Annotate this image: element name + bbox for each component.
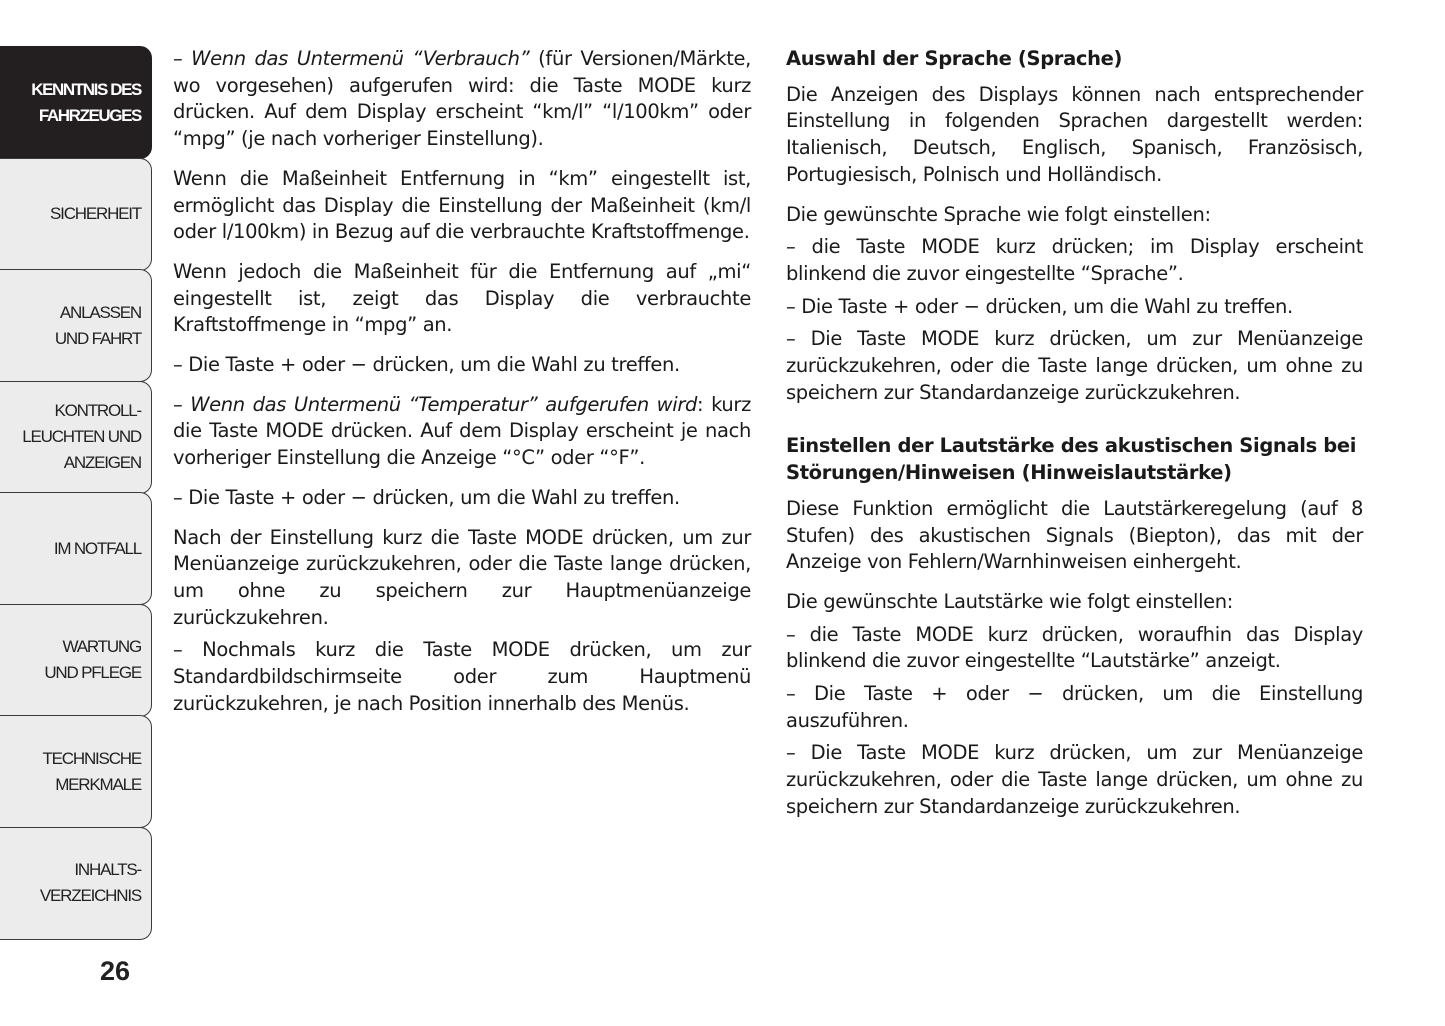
paragraph-return-menu: – Nochmals kurz die Taste MODE drücken, um zur Standardbildschirmseite oder zum Hauptmenü zurückzukehren, je nach Position innerhalb des Menüs. <box>173 638 751 715</box>
paragraph-km-unit: Wenn die Maßeinheit Entfernung in “km” eingestellt ist, ermöglicht das Display die Einstellung der Maßeinheit (km/l oder l/100km) in Bezug auf die verbrauchte Kraftstoffmenge. <box>173 166 751 244</box>
tab-technische-merkmale[interactable] <box>0 715 152 828</box>
paragraph-languages: Die Anzeigen des Displays können nach entsprechender Einstellung in folgenden Sprachen dargestellt werden: Italienisch, Deutsch, Englisch, Spanisch, Französisch, Portugiesisch, Polnisch und Holländisch. <box>786 82 1363 186</box>
paragraph-mode-blink: – die Taste MODE kurz drücken; im Display erscheint blinkend die zuvor eingestellte “Sprache”. <box>786 235 1363 285</box>
submenu-verbrauch-label: – Wenn das Untermenü “Verbrauch” <box>173 47 530 70</box>
tab-label: IM NOTFALL <box>53 538 141 558</box>
paragraph-return-standard: – Die Taste MODE kurz drücken, um zur Menüanzeige zurückzukehren, oder die Taste lange drücken, um ohne zu speichern zur Standardanzeige zurückzukehren. <box>786 741 1363 818</box>
tab-sicherheit[interactable] <box>0 158 152 271</box>
tab-label: INHALTS- VERZEICHNIS <box>39 860 141 905</box>
paragraph-plus-minus: – Die Taste + oder − drücken, um die Wahl zu treffen. <box>173 353 680 377</box>
page-number: 26 <box>100 956 131 986</box>
right-column <box>786 46 1363 821</box>
paragraph-set-volume: Die gewünschte Lautstärke wie folgt einstellen: <box>786 589 1234 613</box>
submenu-temperatur-label: – Wenn das Untermenü “Temperatur” aufgerufen wird <box>173 392 698 416</box>
paragraph-plus-minus: – Die Taste + oder − drücken, um die Wahl zu treffen. <box>786 294 1293 318</box>
tab-im-notfall[interactable] <box>0 492 152 605</box>
tab-inhaltsverzeichnis[interactable] <box>0 827 152 940</box>
tab-label: SICHERHEIT <box>50 204 141 223</box>
chapter-tabs <box>0 46 152 940</box>
paragraph-set-language: Die gewünschte Sprache wie folgt einstellen: <box>786 202 1211 226</box>
tab-anlassen-und-fahrt[interactable] <box>0 269 152 382</box>
paragraph-text: : kurz die Taste MODE drücken. Auf dem Display erscheint je nach vorheriger Einstellung die Anzeige “°C” oder “°F”. <box>173 392 751 470</box>
tab-label: TECHNISCHE MERKMALE <box>42 748 141 794</box>
paragraph-mi-unit: Wenn jedoch die Maßeinheit für die Entfernung auf „mi“ eingestellt ist, zeigt das Display die verbrauchte Kraftstoffmenge in “mpg” an. <box>173 259 751 337</box>
paragraph-verbrauch <box>173 46 751 153</box>
tab-wartung-und-pflege[interactable] <box>0 604 152 717</box>
tab-label: ANLASSEN UND FAHRT <box>54 302 141 348</box>
section-heading-hinweislautstaerke: Einstellen der Lautstärke des akustischen Signals bei Störungen/Hinweisen (Hinweislautstärke) <box>786 434 1357 485</box>
tab-label: KENNTNIS DES FAHRZEUGES <box>31 79 141 125</box>
paragraph-mode-volume: – die Taste MODE kurz drücken, woraufhin das Display blinkend die zuvor eingestellte “Lautstärke” anzeigt. <box>786 622 1363 673</box>
paragraph-plus-minus-volume: – Die Taste + oder − drücken, um die Einstellung auszuführen. <box>786 682 1363 732</box>
tab-kontrollleuchten-und-anzeigen[interactable] <box>0 381 152 494</box>
paragraph-plus-minus: – Die Taste + oder − drücken, um die Wahl zu treffen. <box>173 485 680 509</box>
paragraph-temperatur <box>173 392 751 472</box>
tab-label: KONTROLL- LEUCHTEN UND ANZEIGEN <box>22 401 141 472</box>
tab-label: WARTUNG UND PFLEGE <box>44 637 141 682</box>
paragraph-text: (für Versionen/Märkte, wo vorgesehen) aufgerufen wird: die Taste MODE kurz drücken. Auf dem Display erscheint “km/l” “l/100km” oder “mpg” (je nach vorheriger Einstellung). <box>173 47 751 151</box>
section-heading-sprache: Auswahl der Sprache (Sprache) <box>786 47 1123 70</box>
left-column <box>173 46 751 717</box>
paragraph-after-setting: Nach der Einstellung kurz die Taste MODE drücken, um zur Menüanzeige zurückzukehren, oder die Taste lange drücken, um ohne zu speichern zur Hauptmenüanzeige zurückzukehren. <box>173 525 751 629</box>
paragraph-return-standard: – Die Taste MODE kurz drücken, um zur Menüanzeige zurückzukehren, oder die Taste lange drücken, um ohne zu speichern zur Standardanzeige zurückzukehren. <box>786 327 1363 404</box>
paragraph-volume-function: Diese Funktion ermöglicht die Lautstärkeregelung (auf 8 Stufen) des akustischen Signals (Biepton), das mit der Anzeige von Fehlern/Warnhinweisen einhergeht. <box>786 496 1363 574</box>
tab-kenntnis-des-fahrzeuges[interactable] <box>0 46 152 159</box>
